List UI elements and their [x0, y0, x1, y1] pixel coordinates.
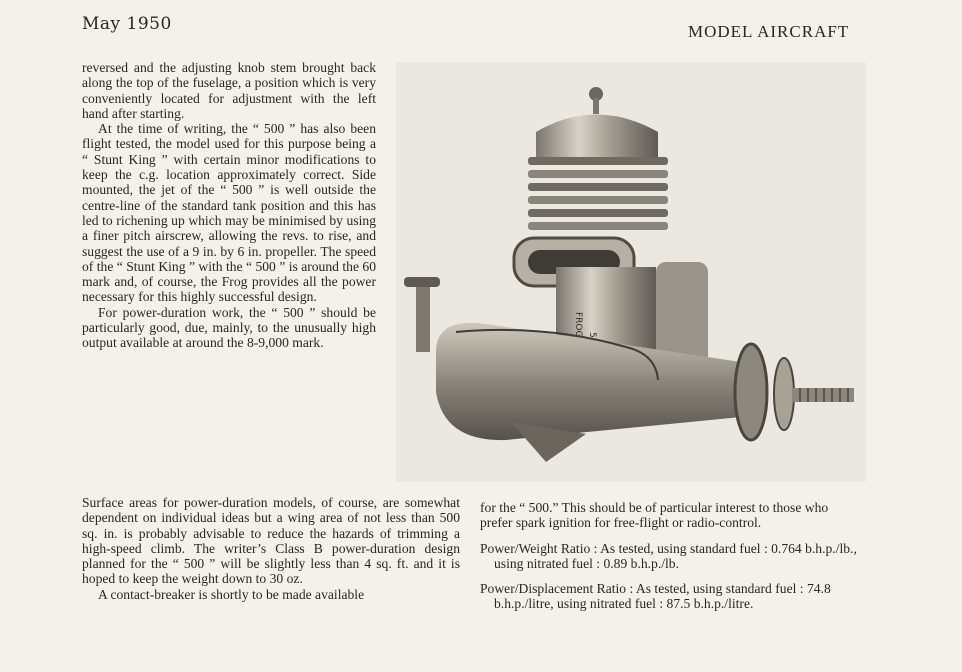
- issue-date: May 1950: [82, 14, 172, 34]
- power-weight-ratio: Power/Weight Ratio : As tested, using standard fuel : 0.764 b.h.p./lb., using nitrated fuel : 0.89 b.h.p./lb.: [480, 540, 857, 571]
- engine-marking-frog: FROG: [573, 312, 583, 338]
- engine-illustration: [396, 62, 866, 482]
- right-paragraph-1: for the “ 500.” This should be of particular interest to those who prefer spark ignition for free-flight or radio-control.: [480, 500, 829, 531]
- paragraph-2: At the time of writing, the “ 500 ” has also been flight tested, the model used for this purpose being a “ Stunt King ” with certain minor modifications to keep the c.g. location approximately correct. Side mounted, the jet of the “ 500 ” is well outside the centre-line of the standard tank position and this has led to richening up which may be minimised by using a finer pitch airscrew, allowing the revs. to rise, and suggest the use of a 9 in. by 6 in. propeller. The speed of the “ Stunt King ” with the “ 500 ” is around the 60 mark and, of course, the Frog provides all the power necessary for this highly successful design.: [82, 121, 376, 305]
- paragraph-4: A contact-breaker is shortly to be made available: [98, 586, 365, 602]
- left-column-text: [82, 60, 376, 351]
- right-column-text: [480, 500, 860, 622]
- paragraph-3-wide: Surface areas for power-duration models, of course, are somewhat dependent on individual ideas but a wing area of not less than 500 sq. in. is probably advisable to reduce the hazards of trimming a high-speed climb. The writer’s Class B power-duration design planned for the “ 500 ” will be slightly less than 4 sq. ft. and it is hoped to keep the weight down to 30 oz.: [82, 495, 460, 587]
- engine-photo: [396, 62, 866, 482]
- paragraph-1: reversed and the adjusting knob stem brought back along the top of the fuselage, a position which is very conveniently located for adjustment with the left hand after starting.: [82, 60, 376, 121]
- paragraph-3-narrow: For power-duration work, the “ 500 ” should be particularly good, due, mainly, to the unusually high output available at around the 8-9,000 mark.: [82, 304, 376, 351]
- magazine-title: MODEL AIRCRAFT: [688, 22, 850, 41]
- left-column-bottom-text: [82, 495, 460, 602]
- power-displacement-ratio: Power/Displacement Ratio : As tested, using standard fuel : 74.8 b.h.p./litre, using nitrated fuel : 87.5 b.h.p./litre.: [480, 581, 831, 612]
